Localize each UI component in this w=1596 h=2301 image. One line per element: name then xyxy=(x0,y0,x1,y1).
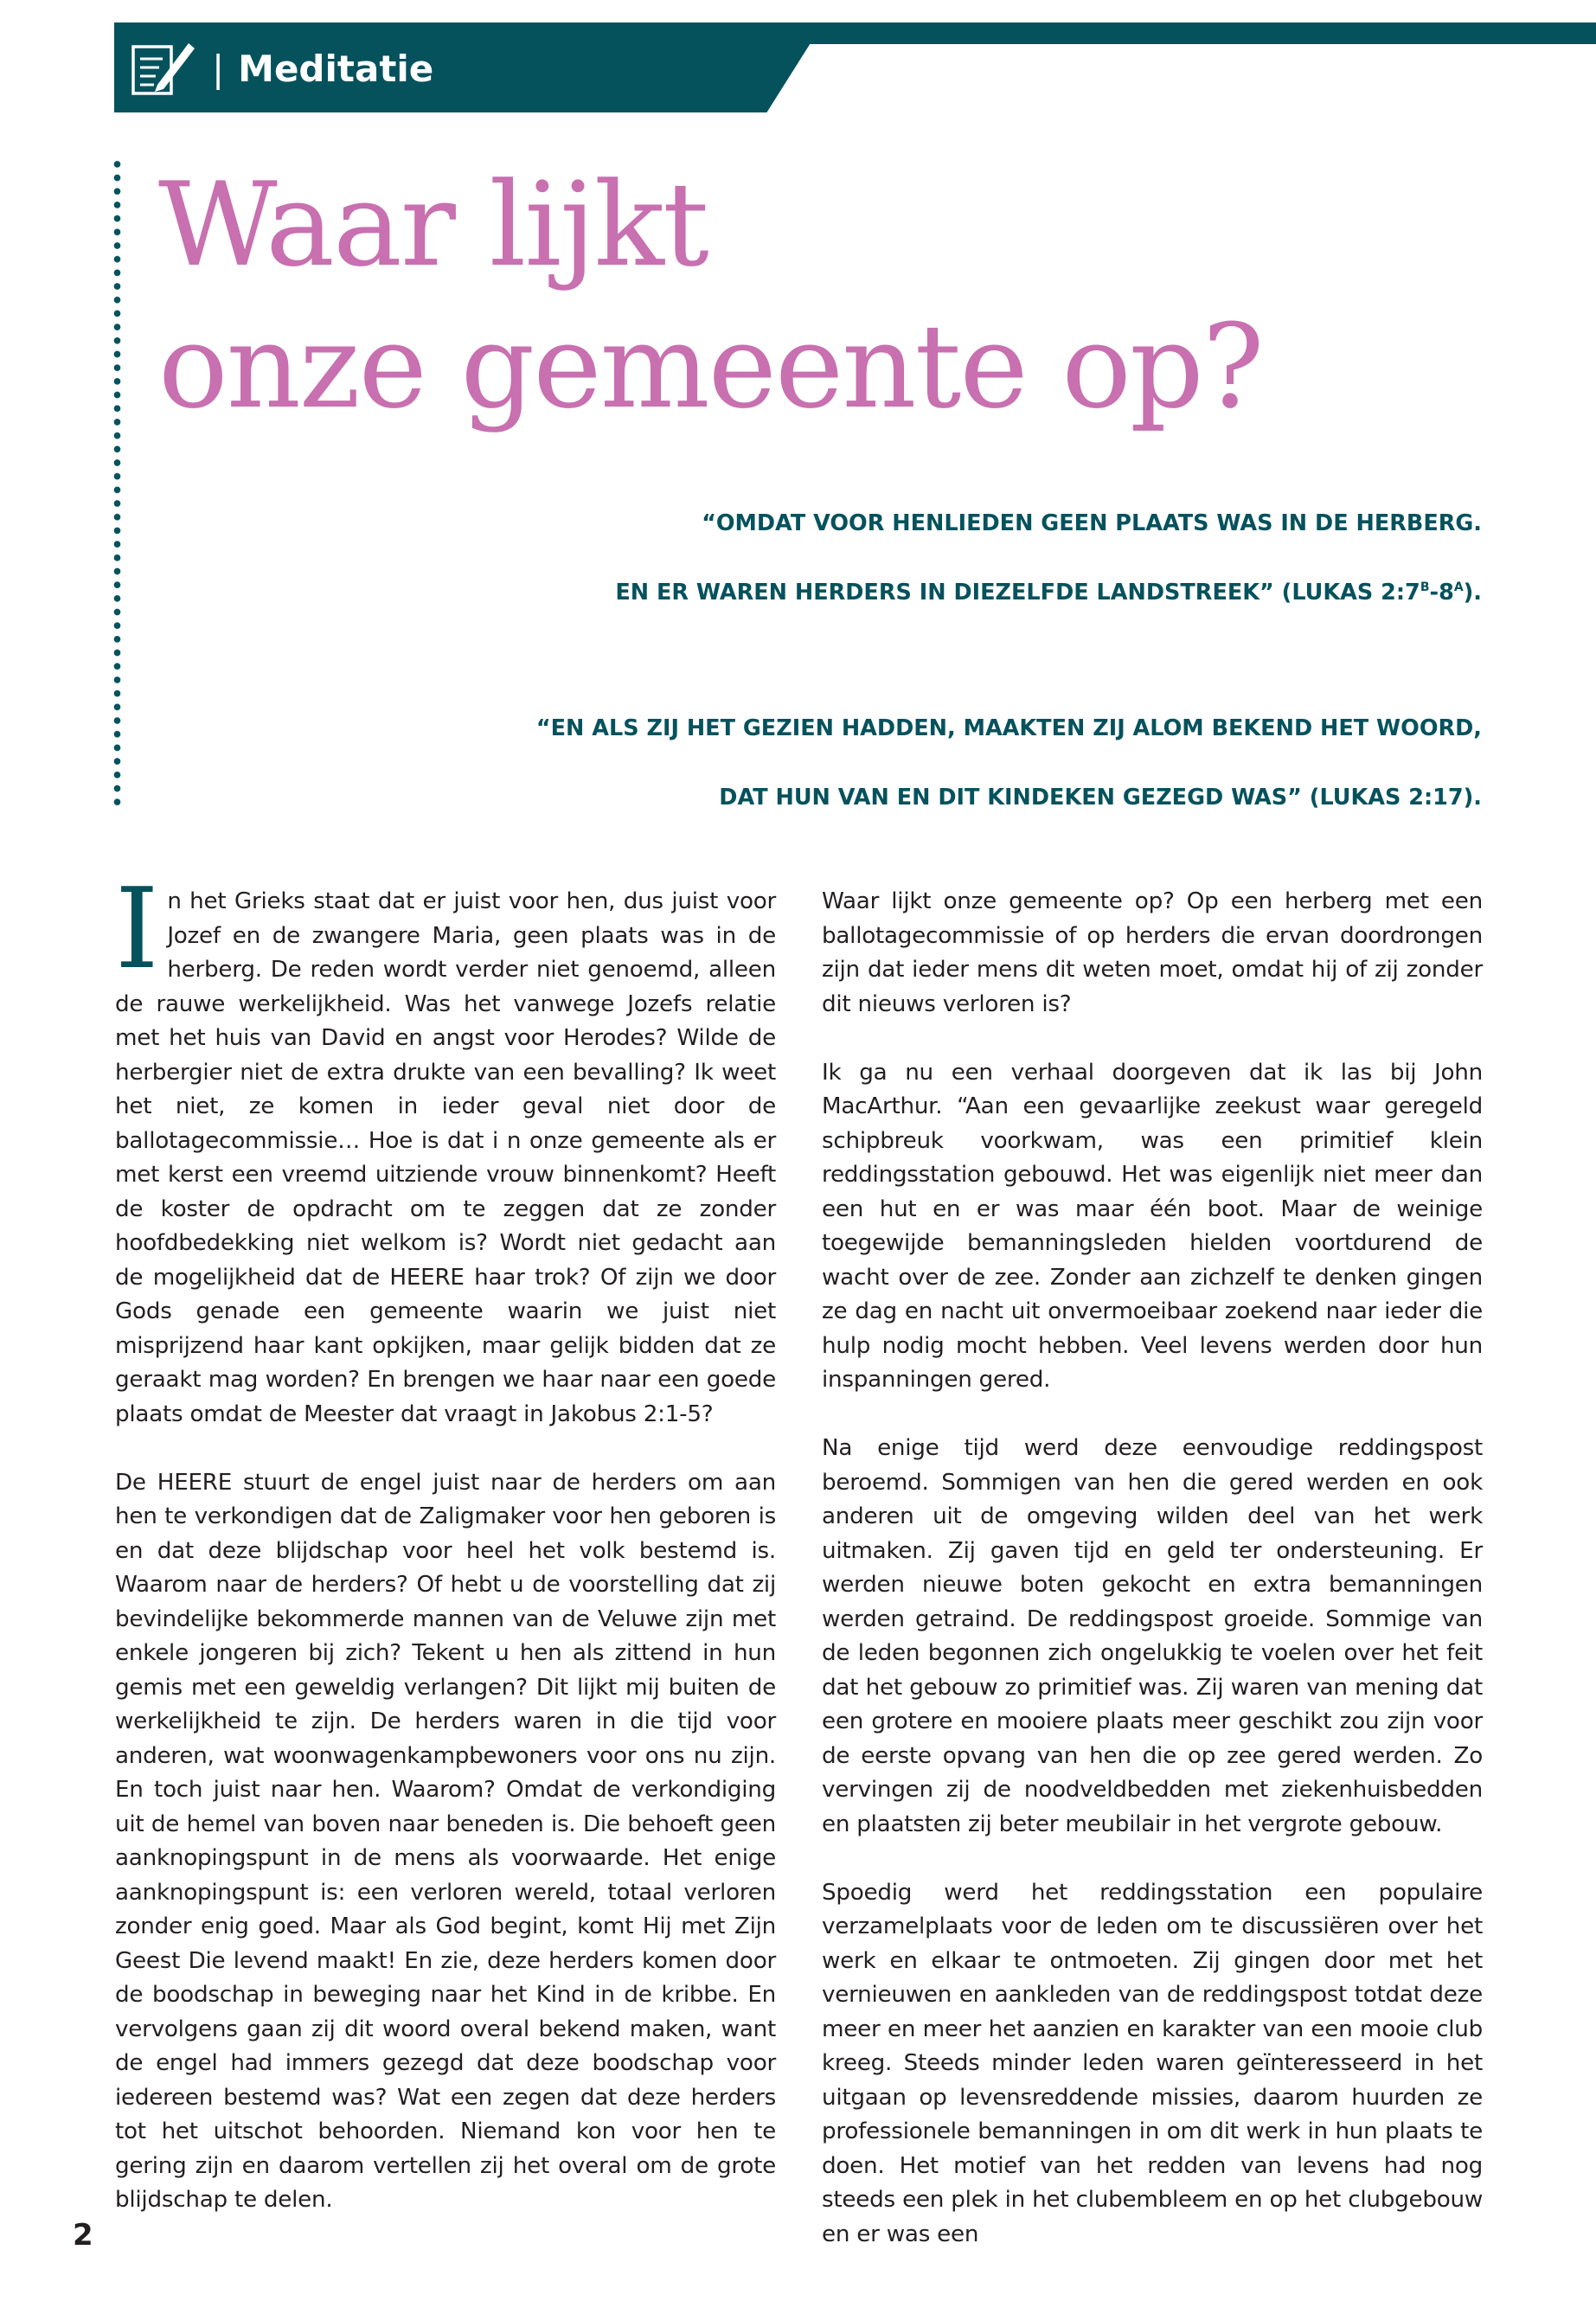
paragraph: Waar lijkt onze gemeente op? Op een herberg met een ballotagecommissie of op herders die ervan doordrongen zijn dat ieder mens dit weten moet, omdat hij of zij zonder dit nieuws verloren is? xyxy=(822,888,1483,1017)
paragraph: Na enige tijd werd deze eenvoudige reddingspost beroemd. Sommigen van hen die gered werden en ook anderen uit de omgeving wilden deel van het werk uitmaken. Zij gaven tijd en geld ter ondersteuning. Er werden nieuwe boten gekocht en extra bemanningen werden getraind. De reddingspost groeide. Sommige van de leden begonnen zich ongelukkig te voelen over het feit dat het gebouw zo primitief was. Zij waren van mening dat een grotere en mooiere plaats meer geschikt zou zijn voor de eerste opvang van hen die op zee gered werden. Zo vervingen zij de noodveldbedden met ziekenhuisbedden en plaatsten zij beter meubilair in het vergrote gebouw. xyxy=(822,1435,1483,1837)
body-column-left xyxy=(115,865,776,2252)
drop-cap: I xyxy=(115,865,159,994)
writing-pen-icon xyxy=(128,35,197,100)
paragraph: Spoedig werd het reddingsstation een populaire verzamelplaats voor de leden om te discussiëren over het werk en elkaar te ontmoeten. Zij gingen door met het vernieuwen en aankleden van de reddingspost totdat deze meer en meer het aanzien en karakter van een mooie club kreeg. Steeds minder leden waren geïnteresseerd in het uitgaan op levensreddende missies, daarom huurden ze professionele bemanningen in om dit werk in hun plaats te doen. Het motief van het redden van levens had nog steeds een plek in het clubembleem en op het clubgebouw en er was een xyxy=(822,1879,1483,2247)
quote-1-line-1: “OMDAT VOOR HENLIEDEN GEEN PLAATS WAS IN DE HERBERG. xyxy=(702,510,1482,536)
paragraph: Ik ga nu een verhaal doorgeven dat ik las bij John MacArthur. “Aan een gevaarlijke zeekust waar geregeld schipbreuk voorkwam, was een primitief klein reddingsstation gebouwd. Het was eigenlijk niet meer dan een hut en er was maar één boot. Maar de weinige toegewijde bemanningsleden hielden voortdurend de wacht over de zee. Zonder aan zichzelf te denken gingen ze dag en nacht uit onvermoeibaar zoekend naar ieder die hulp nodig mocht hebben. Veel levens werden door hun inspanningen gered. xyxy=(822,1059,1483,1393)
paragraph: De HEERE stuurt de engel juist naar de herders om aan hen te verkondigen dat de Zaligmaker voor hen geboren is en dat deze blijdschap voor heel het volk bestemd is. Waarom naar de herders? Of hebt u de voorstelling dat zij bevindelijke bekommerde mannen van de Veluwe zijn met enkele jongeren bij zich? Tekent u hen als zittend in hun gemis met een geweldig verlangen? Dit lijkt mij buiten de werkelijkheid te zijn. De herders waren in die tijd voor anderen, wat woonwagenkampbewoners voor ons nu zijn. En toch juist naar hen. Waarom? Omdat de verkondiging uit de hemel van boven naar beneden is. Die behoeft geen aanknopingspunt in de mens als voorwaarde. Het enige aanknopingspunt is: een verloren wereld, totaal verloren zonder enig goed. Maar als God begint, komt Hij met Zijn Geest Die levend maakt! En zie, deze herders komen door de boodschap in beweging naar het Kind in de kribbe. En vervolgens gaan zij dit woord overal bekend maken, want de engel had immers gezegd dat deze boodschap voor iedereen bestemd was? Wat een zegen dat deze herders tot het uitschot behoorden. Niemand kon voor hen te gering zijn en daarom vertellen zij het overal om de grote blijdschap te delen. xyxy=(115,1469,776,2213)
title-line-2: onze gemeente op? xyxy=(158,299,1263,434)
quote-2-line-1: “EN ALS ZIJ HET GEZIEN HADDEN, MAAKTEN ZIJ ALOM BEKEND HET WOORD, xyxy=(535,715,1482,741)
quote-1-line-2: EN ER WAREN HERDERS IN DIEZELFDE LANDSTREEK” (LUKAS $2:7^B-8^A$). xyxy=(615,580,1482,606)
quote-2-line-2: DAT HUN VAN EN DIT KINDEKEN GEZEGD WAS” (LUKAS 2:17). xyxy=(719,785,1482,811)
section-label: | Meditatie xyxy=(212,48,434,90)
paragraph: In het Grieks staat dat er juist voor hen, dus juist voor Jozef en de zwangere Maria, geen plaats was in de herberg. De reden wordt verder niet genoemd, alleen de rauwe werkelijkheid. Was het vanwege Jozefs relatie met het huis van David en angst voor Herodes? Wilde de herbergier niet de extra drukte van een bevalling? Ik weet het niet, ze komen in ieder geval niet door de ballotagecommissie… Hoe is dat i n onze gemeente als er met kerst een vreemd uitziende vrouw binnenkomt? Heeft de koster de opdracht om te zeggen dat ze zonder hoofdbedekking niet welkom is? Wordt niet gedacht aan de mogelijkheid dat de HEERE haar trok? Of zijn we door Gods genade een gemeente waarin we juist niet misprijzend haar kant opkijken, maar gelijk bidden dat ze geraakt mag worden? En brengen we haar naar een goede plaats omdat de Meester dat vraagt in Jakobus 2:1-5? xyxy=(115,865,776,1427)
page-title xyxy=(158,154,1283,438)
title-line-1: Waar lijkt xyxy=(158,157,708,292)
page-number: 2 xyxy=(73,2218,93,2253)
dotted-rule xyxy=(113,157,121,808)
body-column-right xyxy=(822,885,1483,2286)
